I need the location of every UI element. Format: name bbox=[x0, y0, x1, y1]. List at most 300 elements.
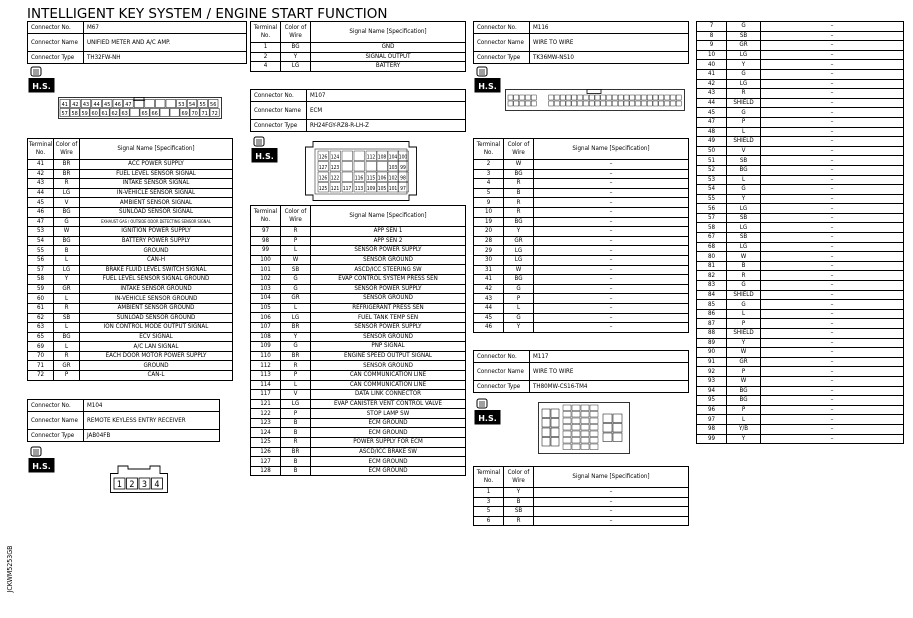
terminal-no-cell: 91 bbox=[697, 357, 727, 367]
terminal-no-cell: 80 bbox=[697, 252, 727, 262]
signal-name-cell: EXHAUST GAS / OUTSIDE ODOR DETECTING SENSOR SIGNAL bbox=[80, 217, 233, 227]
pin-label: 41 bbox=[61, 102, 68, 108]
wire-color-cell: SHIELD bbox=[727, 98, 761, 108]
terminal-no-cell: 123 bbox=[251, 418, 281, 428]
table-row bbox=[697, 146, 904, 156]
terminal-no-cell: 88 bbox=[697, 329, 727, 339]
m67-connector-no: M67 bbox=[84, 22, 247, 34]
table-row bbox=[251, 52, 466, 62]
terminal-no-cell: 3 bbox=[474, 169, 504, 179]
pin-label: 122 bbox=[330, 175, 340, 182]
signal-name-cell: – bbox=[534, 497, 689, 507]
wire-color-cell: G bbox=[281, 274, 311, 284]
terminal-no-cell: 114 bbox=[251, 380, 281, 390]
pin-label: 45 bbox=[104, 102, 111, 108]
wire-color-cell: R bbox=[54, 179, 80, 189]
m107-pin-table bbox=[250, 205, 466, 476]
wire-color-cell: SB bbox=[727, 156, 761, 166]
m107-connector-face bbox=[305, 141, 417, 201]
wire-color-cell: P bbox=[281, 370, 311, 380]
table-row bbox=[251, 227, 466, 237]
header-signal-name: Signal Name [Specification] bbox=[311, 22, 466, 43]
m116-connector-type: TK36MW-NS10 bbox=[530, 52, 689, 64]
wire-color-cell: Y bbox=[504, 227, 534, 237]
table-row bbox=[697, 309, 904, 319]
m104-connector-name: REMOTE KEYLESS ENTRY RECEIVER bbox=[84, 412, 220, 430]
terminal-no-cell: 107 bbox=[251, 322, 281, 332]
table-row bbox=[697, 31, 904, 41]
wire-color-cell: LG bbox=[727, 204, 761, 214]
signal-name-cell: ECV SIGNAL bbox=[80, 332, 233, 342]
terminal-no-cell: 70 bbox=[28, 351, 54, 361]
terminal-no-cell: 69 bbox=[28, 342, 54, 352]
signal-name-cell: – bbox=[761, 60, 904, 70]
pin-label: 65 bbox=[141, 111, 148, 117]
table-row bbox=[28, 284, 233, 294]
table-row bbox=[697, 319, 904, 329]
wire-color-cell: G bbox=[727, 22, 761, 32]
m67-info-table bbox=[27, 21, 247, 64]
wire-color-cell: G bbox=[727, 185, 761, 195]
wire-color-cell: L bbox=[281, 380, 311, 390]
pin-label: 123 bbox=[330, 165, 340, 171]
wire-color-cell: BG bbox=[54, 207, 80, 217]
signal-name-cell: BRAKE FLUID LEVEL SWITCH SIGNAL bbox=[80, 265, 233, 275]
signal-name-cell: DATA LINK CONNECTOR bbox=[311, 390, 466, 400]
terminal-no-cell: 83 bbox=[697, 281, 727, 291]
terminal-no-cell: 42 bbox=[474, 284, 504, 294]
pin-label: 61 bbox=[101, 111, 108, 117]
wire-color-cell: R bbox=[504, 179, 534, 189]
pin-label: 109 bbox=[366, 186, 376, 192]
wire-color-cell: SB bbox=[281, 265, 311, 275]
table-row bbox=[697, 252, 904, 262]
terminal-no-cell: 56 bbox=[28, 255, 54, 265]
signal-name-cell: – bbox=[761, 146, 904, 156]
signal-name-cell: – bbox=[761, 185, 904, 195]
terminal-no-cell: 63 bbox=[28, 323, 54, 333]
table-row bbox=[697, 117, 904, 127]
wire-color-cell: R bbox=[54, 351, 80, 361]
signal-name-cell: – bbox=[761, 165, 904, 175]
table-row bbox=[28, 323, 233, 333]
table-row bbox=[697, 69, 904, 79]
label-connector-no: Connector No. bbox=[474, 22, 530, 34]
table-row bbox=[251, 342, 466, 352]
table-row bbox=[474, 207, 689, 217]
wire-color-cell: Y/B bbox=[727, 424, 761, 434]
connector-latch bbox=[587, 90, 601, 94]
signal-name-cell: – bbox=[761, 98, 904, 108]
wire-color-cell: SHIELD bbox=[727, 329, 761, 339]
terminal-no-cell: 10 bbox=[697, 50, 727, 60]
signal-name-cell: FUEL TANK TEMP SEN bbox=[311, 313, 466, 323]
signal-name-cell: – bbox=[534, 303, 689, 313]
wire-color-cell: BR bbox=[54, 169, 80, 179]
wire-color-cell: BG bbox=[727, 396, 761, 406]
signal-name-cell: – bbox=[534, 160, 689, 170]
table-row bbox=[697, 367, 904, 377]
table-row bbox=[697, 185, 904, 195]
signal-name-cell: – bbox=[761, 50, 904, 60]
table-row bbox=[28, 342, 233, 352]
terminal-no-cell: 10 bbox=[474, 207, 504, 217]
terminal-no-cell: 43 bbox=[697, 89, 727, 99]
terminal-no-cell: 51 bbox=[697, 156, 727, 166]
signal-name-cell: – bbox=[534, 294, 689, 304]
wire-color-cell: R bbox=[727, 89, 761, 99]
pin-label: 62 bbox=[111, 111, 118, 117]
signal-name-cell: ION CONTROL MODE OUTPUT SIGNAL bbox=[80, 323, 233, 333]
m116-connector-name: WIRE TO WIRE bbox=[530, 34, 689, 52]
terminal-no-cell: 40 bbox=[697, 60, 727, 70]
table-row bbox=[474, 265, 689, 275]
wire-color-cell: P bbox=[281, 409, 311, 419]
terminal-no-cell: 98 bbox=[251, 236, 281, 246]
pin-label: 63 bbox=[121, 111, 128, 117]
label-connector-name: Connector Name bbox=[28, 412, 84, 430]
signal-name-cell: BATTERY POWER SUPPLY bbox=[80, 236, 233, 246]
signal-name-cell: SENSOR POWER SUPPLY bbox=[311, 246, 466, 256]
signal-name-cell: – bbox=[761, 252, 904, 262]
table-row bbox=[28, 227, 233, 237]
terminal-no-cell: 43 bbox=[474, 294, 504, 304]
signal-name-cell: CAN-L bbox=[80, 371, 233, 381]
terminal-no-cell: 8 bbox=[697, 31, 727, 41]
signal-name-cell: – bbox=[761, 300, 904, 310]
label-connector-no: Connector No. bbox=[474, 351, 530, 363]
m116-continued-pin-table bbox=[696, 21, 904, 444]
terminal-no-cell: 87 bbox=[697, 319, 727, 329]
table-row bbox=[251, 399, 466, 409]
table-row bbox=[251, 43, 466, 53]
table-row bbox=[28, 371, 233, 381]
terminal-no-cell: 92 bbox=[697, 367, 727, 377]
m117-connector-name: WIRE TO WIRE bbox=[530, 363, 689, 381]
pin-label: 60 bbox=[91, 111, 98, 117]
wire-color-cell: BR bbox=[281, 447, 311, 457]
signal-name-cell: – bbox=[761, 261, 904, 271]
pin-label: 71 bbox=[201, 111, 208, 117]
terminal-no-cell: 112 bbox=[251, 361, 281, 371]
signal-name-cell: – bbox=[761, 194, 904, 204]
signal-name-cell: SENSOR GROUND bbox=[311, 361, 466, 371]
pin-label: 3 bbox=[141, 480, 148, 490]
signal-name-cell: – bbox=[534, 323, 689, 333]
pin-label: 104 bbox=[388, 154, 398, 161]
table-row bbox=[251, 322, 466, 332]
table-row bbox=[28, 217, 233, 227]
signal-name-cell: A/C LAN SIGNAL bbox=[80, 342, 233, 352]
signal-name-cell: – bbox=[534, 236, 689, 246]
signal-name-cell: INTAKE SENSOR GROUND bbox=[80, 284, 233, 294]
pin-label: 126 bbox=[318, 175, 328, 182]
terminal-no-cell: 68 bbox=[697, 242, 727, 252]
table-row bbox=[697, 127, 904, 137]
label-connector-type: Connector Type bbox=[28, 430, 84, 442]
terminal-no-cell: 57 bbox=[28, 265, 54, 275]
wire-color-cell: W bbox=[281, 255, 311, 265]
wire-color-cell: L bbox=[504, 303, 534, 313]
table-row bbox=[697, 98, 904, 108]
wire-color-cell: Y bbox=[504, 488, 534, 498]
signal-name-cell: – bbox=[761, 69, 904, 79]
table-row bbox=[474, 169, 689, 179]
terminal-no-cell: 122 bbox=[251, 409, 281, 419]
terminal-no-cell: 98 bbox=[697, 424, 727, 434]
pin-label: 97 bbox=[400, 186, 406, 192]
pin-label: 117 bbox=[342, 186, 352, 192]
wire-color-cell: LG bbox=[281, 399, 311, 409]
terminal-no-cell: 52 bbox=[697, 165, 727, 175]
table-row bbox=[474, 507, 689, 517]
signal-name-cell: – bbox=[761, 41, 904, 51]
terminal-no-cell: 102 bbox=[251, 274, 281, 284]
wire-color-cell: P bbox=[504, 294, 534, 304]
terminal-no-cell: 6 bbox=[474, 516, 504, 526]
label-connector-type: Connector Type bbox=[251, 120, 307, 132]
table-row bbox=[28, 294, 233, 304]
svg-text:H.S.: H.S. bbox=[478, 82, 497, 91]
signal-name-cell: – bbox=[534, 255, 689, 265]
terminal-no-cell: 101 bbox=[251, 265, 281, 275]
svg-text:H.S.: H.S. bbox=[255, 152, 274, 161]
signal-name-cell: – bbox=[761, 127, 904, 137]
table-row bbox=[28, 303, 233, 313]
table-row bbox=[697, 156, 904, 166]
m116-info-table bbox=[473, 21, 689, 64]
signal-name-cell: APP SEN 1 bbox=[311, 227, 466, 237]
signal-name-cell: – bbox=[761, 329, 904, 339]
pin-label: 2 bbox=[129, 480, 135, 490]
terminal-no-cell: 2 bbox=[474, 160, 504, 170]
m107-connector-type: RH24FGY-RZ8-R-LH-Z bbox=[307, 120, 466, 132]
table-row bbox=[28, 313, 233, 323]
wire-color-cell: BR bbox=[281, 322, 311, 332]
wire-color-cell: BG bbox=[504, 169, 534, 179]
pin-label: 58 bbox=[71, 111, 78, 117]
table-row bbox=[251, 390, 466, 400]
wire-color-cell: LG bbox=[281, 62, 311, 72]
signal-name-cell: EVAP CONTROL SYSTEM PRESS SEN bbox=[311, 274, 466, 284]
wire-color-cell: B bbox=[281, 418, 311, 428]
terminal-no-cell: 121 bbox=[251, 399, 281, 409]
signal-name-cell: – bbox=[761, 233, 904, 243]
table-row bbox=[697, 137, 904, 147]
terminal-no-cell: 28 bbox=[474, 236, 504, 246]
wire-color-cell: LG bbox=[727, 223, 761, 233]
terminal-no-cell: 54 bbox=[28, 236, 54, 246]
table-row bbox=[251, 428, 466, 438]
terminal-no-cell: 62 bbox=[28, 313, 54, 323]
signal-name-cell: ENGINE SPEED OUTPUT SIGNAL bbox=[311, 351, 466, 361]
table-row bbox=[474, 313, 689, 323]
wire-color-cell: SHIELD bbox=[727, 290, 761, 300]
table-row bbox=[697, 60, 904, 70]
terminal-no-cell: 82 bbox=[697, 271, 727, 281]
terminal-no-cell: 9 bbox=[697, 41, 727, 51]
terminal-no-cell: 89 bbox=[697, 338, 727, 348]
signal-name-cell: – bbox=[534, 488, 689, 498]
table-row bbox=[474, 497, 689, 507]
wire-color-cell: V bbox=[727, 146, 761, 156]
table-row bbox=[697, 348, 904, 358]
signal-name-cell: AMBIENT SENSOR SIGNAL bbox=[80, 198, 233, 208]
wire-color-cell: Y bbox=[727, 60, 761, 70]
pin-label: 106 bbox=[377, 175, 387, 182]
signal-name-cell: – bbox=[761, 396, 904, 406]
terminal-no-cell: 41 bbox=[28, 160, 54, 170]
table-row bbox=[251, 332, 466, 342]
terminal-no-cell: 31 bbox=[474, 265, 504, 275]
label-connector-name: Connector Name bbox=[251, 102, 307, 120]
wire-color-cell: LG bbox=[727, 50, 761, 60]
signal-name-cell: – bbox=[761, 290, 904, 300]
wire-color-cell: BR bbox=[54, 160, 80, 170]
pin-label: 43 bbox=[82, 102, 90, 108]
table-row bbox=[251, 380, 466, 390]
wire-color-cell: W bbox=[727, 348, 761, 358]
label-connector-no: Connector No. bbox=[28, 22, 84, 34]
header-color-of-wire: Color of Wire bbox=[54, 139, 80, 160]
table-row bbox=[474, 488, 689, 498]
signal-name-cell: – bbox=[534, 507, 689, 517]
table-row bbox=[697, 376, 904, 386]
terminal-no-cell: 2 bbox=[251, 52, 281, 62]
pin-label: 66 bbox=[151, 111, 158, 117]
pin-label: 42 bbox=[72, 102, 79, 108]
table-row bbox=[697, 290, 904, 300]
terminal-no-cell: 55 bbox=[28, 246, 54, 256]
signal-name-cell: ECM GROUND bbox=[311, 466, 466, 476]
header-terminal-no: Terminal No. bbox=[474, 139, 504, 160]
terminal-no-cell: 71 bbox=[28, 361, 54, 371]
header-color-of-wire: Color of Wire bbox=[281, 206, 311, 227]
signal-name-cell: – bbox=[761, 338, 904, 348]
pin-label: 55 bbox=[199, 102, 206, 108]
table-row bbox=[251, 265, 466, 275]
header-terminal-no: Terminal No. bbox=[251, 22, 281, 43]
table-row bbox=[697, 50, 904, 60]
signal-name-cell: FUEL LEVEL SENSOR SIGNAL bbox=[80, 169, 233, 179]
table-row bbox=[697, 213, 904, 223]
signal-name-cell: SIGNAL OUTPUT bbox=[311, 52, 466, 62]
wire-color-cell: P bbox=[54, 371, 80, 381]
wire-color-cell: L bbox=[727, 175, 761, 185]
table-row bbox=[474, 198, 689, 208]
table-row bbox=[28, 207, 233, 217]
pin-label: 127 bbox=[318, 165, 328, 171]
table-row bbox=[697, 396, 904, 406]
signal-name-cell: SENSOR GROUND bbox=[311, 332, 466, 342]
signal-name-cell: – bbox=[761, 223, 904, 233]
table-row bbox=[251, 313, 466, 323]
header-color-of-wire: Color of Wire bbox=[281, 22, 311, 43]
signal-name-cell: SENSOR GROUND bbox=[311, 294, 466, 304]
table-row bbox=[474, 303, 689, 313]
m104-connector-type: JAB04FB bbox=[84, 430, 220, 442]
table-row bbox=[697, 79, 904, 89]
m67-connector-type: TH32FW-NH bbox=[84, 52, 247, 64]
table-row bbox=[28, 361, 233, 371]
terminal-no-cell: 81 bbox=[697, 261, 727, 271]
terminal-no-cell: 1 bbox=[251, 43, 281, 53]
page-title: INTELLIGENT KEY SYSTEM / ENGINE START FUNCTION bbox=[27, 6, 388, 22]
wire-color-cell: G bbox=[727, 300, 761, 310]
wire-color-cell: SB bbox=[727, 31, 761, 41]
terminal-no-cell: 47 bbox=[28, 217, 54, 227]
terminal-no-cell: 125 bbox=[251, 438, 281, 448]
m116-connector-face bbox=[505, 89, 685, 111]
pin-label: 105 bbox=[377, 186, 387, 192]
wire-color-cell: SHIELD bbox=[727, 137, 761, 147]
signal-name-cell: GROUND bbox=[80, 361, 233, 371]
signal-name-cell: – bbox=[761, 156, 904, 166]
signal-name-cell: – bbox=[534, 207, 689, 217]
pin-label: 54 bbox=[188, 102, 196, 108]
table-row bbox=[697, 415, 904, 425]
signal-name-cell: IGNITION POWER SUPPLY bbox=[80, 227, 233, 237]
table-row bbox=[251, 409, 466, 419]
terminal-no-cell: 4 bbox=[251, 62, 281, 72]
wire-color-cell: GR bbox=[281, 294, 311, 304]
label-connector-name: Connector Name bbox=[474, 34, 530, 52]
terminal-no-cell: 100 bbox=[251, 255, 281, 265]
table-row bbox=[697, 194, 904, 204]
terminal-no-cell: 9 bbox=[474, 198, 504, 208]
terminal-no-cell: 106 bbox=[251, 313, 281, 323]
table-row bbox=[697, 89, 904, 99]
wire-color-cell: B bbox=[281, 457, 311, 467]
pin-label: 126 bbox=[318, 154, 328, 161]
table-row bbox=[251, 284, 466, 294]
signal-name-cell: – bbox=[761, 271, 904, 281]
terminal-no-cell: 84 bbox=[697, 290, 727, 300]
table-row bbox=[697, 424, 904, 434]
terminal-no-cell: 58 bbox=[697, 223, 727, 233]
wire-color-cell: W bbox=[504, 160, 534, 170]
terminal-no-cell: 1 bbox=[474, 488, 504, 498]
hs-harness-icon bbox=[28, 66, 55, 93]
signal-name-cell: BATTERY bbox=[311, 62, 466, 72]
wire-color-cell: SB bbox=[727, 233, 761, 243]
terminal-no-cell: 90 bbox=[697, 348, 727, 358]
wire-color-cell: G bbox=[281, 284, 311, 294]
signal-name-cell: EVAP CANISTER VENT CONTROL VALVE bbox=[311, 399, 466, 409]
wire-color-cell: Y bbox=[504, 323, 534, 333]
m117-pin-table bbox=[473, 466, 689, 526]
table-row bbox=[474, 179, 689, 189]
wire-color-cell: G bbox=[54, 217, 80, 227]
wire-color-cell: B bbox=[54, 246, 80, 256]
terminal-no-cell: 49 bbox=[697, 137, 727, 147]
signal-name-cell: ACC POWER SUPPLY bbox=[80, 160, 233, 170]
header-signal-name: Signal Name [Specification] bbox=[80, 139, 233, 160]
table-row bbox=[474, 516, 689, 526]
signal-name-cell: SENSOR GROUND bbox=[311, 255, 466, 265]
wire-color-cell: R bbox=[504, 516, 534, 526]
header-terminal-no: Terminal No. bbox=[251, 206, 281, 227]
terminal-no-cell: 61 bbox=[28, 303, 54, 313]
terminal-no-cell: 93 bbox=[697, 376, 727, 386]
signal-name-cell: INTAKE SENSOR SIGNAL bbox=[80, 179, 233, 189]
m104-pin-table bbox=[250, 21, 466, 72]
signal-name-cell: SENSOR POWER SUPPLY bbox=[311, 284, 466, 294]
wire-color-cell: Y bbox=[54, 275, 80, 285]
header-terminal-no: Terminal No. bbox=[474, 467, 504, 488]
signal-name-cell: IN-VEHICLE SENSOR GROUND bbox=[80, 294, 233, 304]
connector-latch bbox=[134, 98, 144, 101]
